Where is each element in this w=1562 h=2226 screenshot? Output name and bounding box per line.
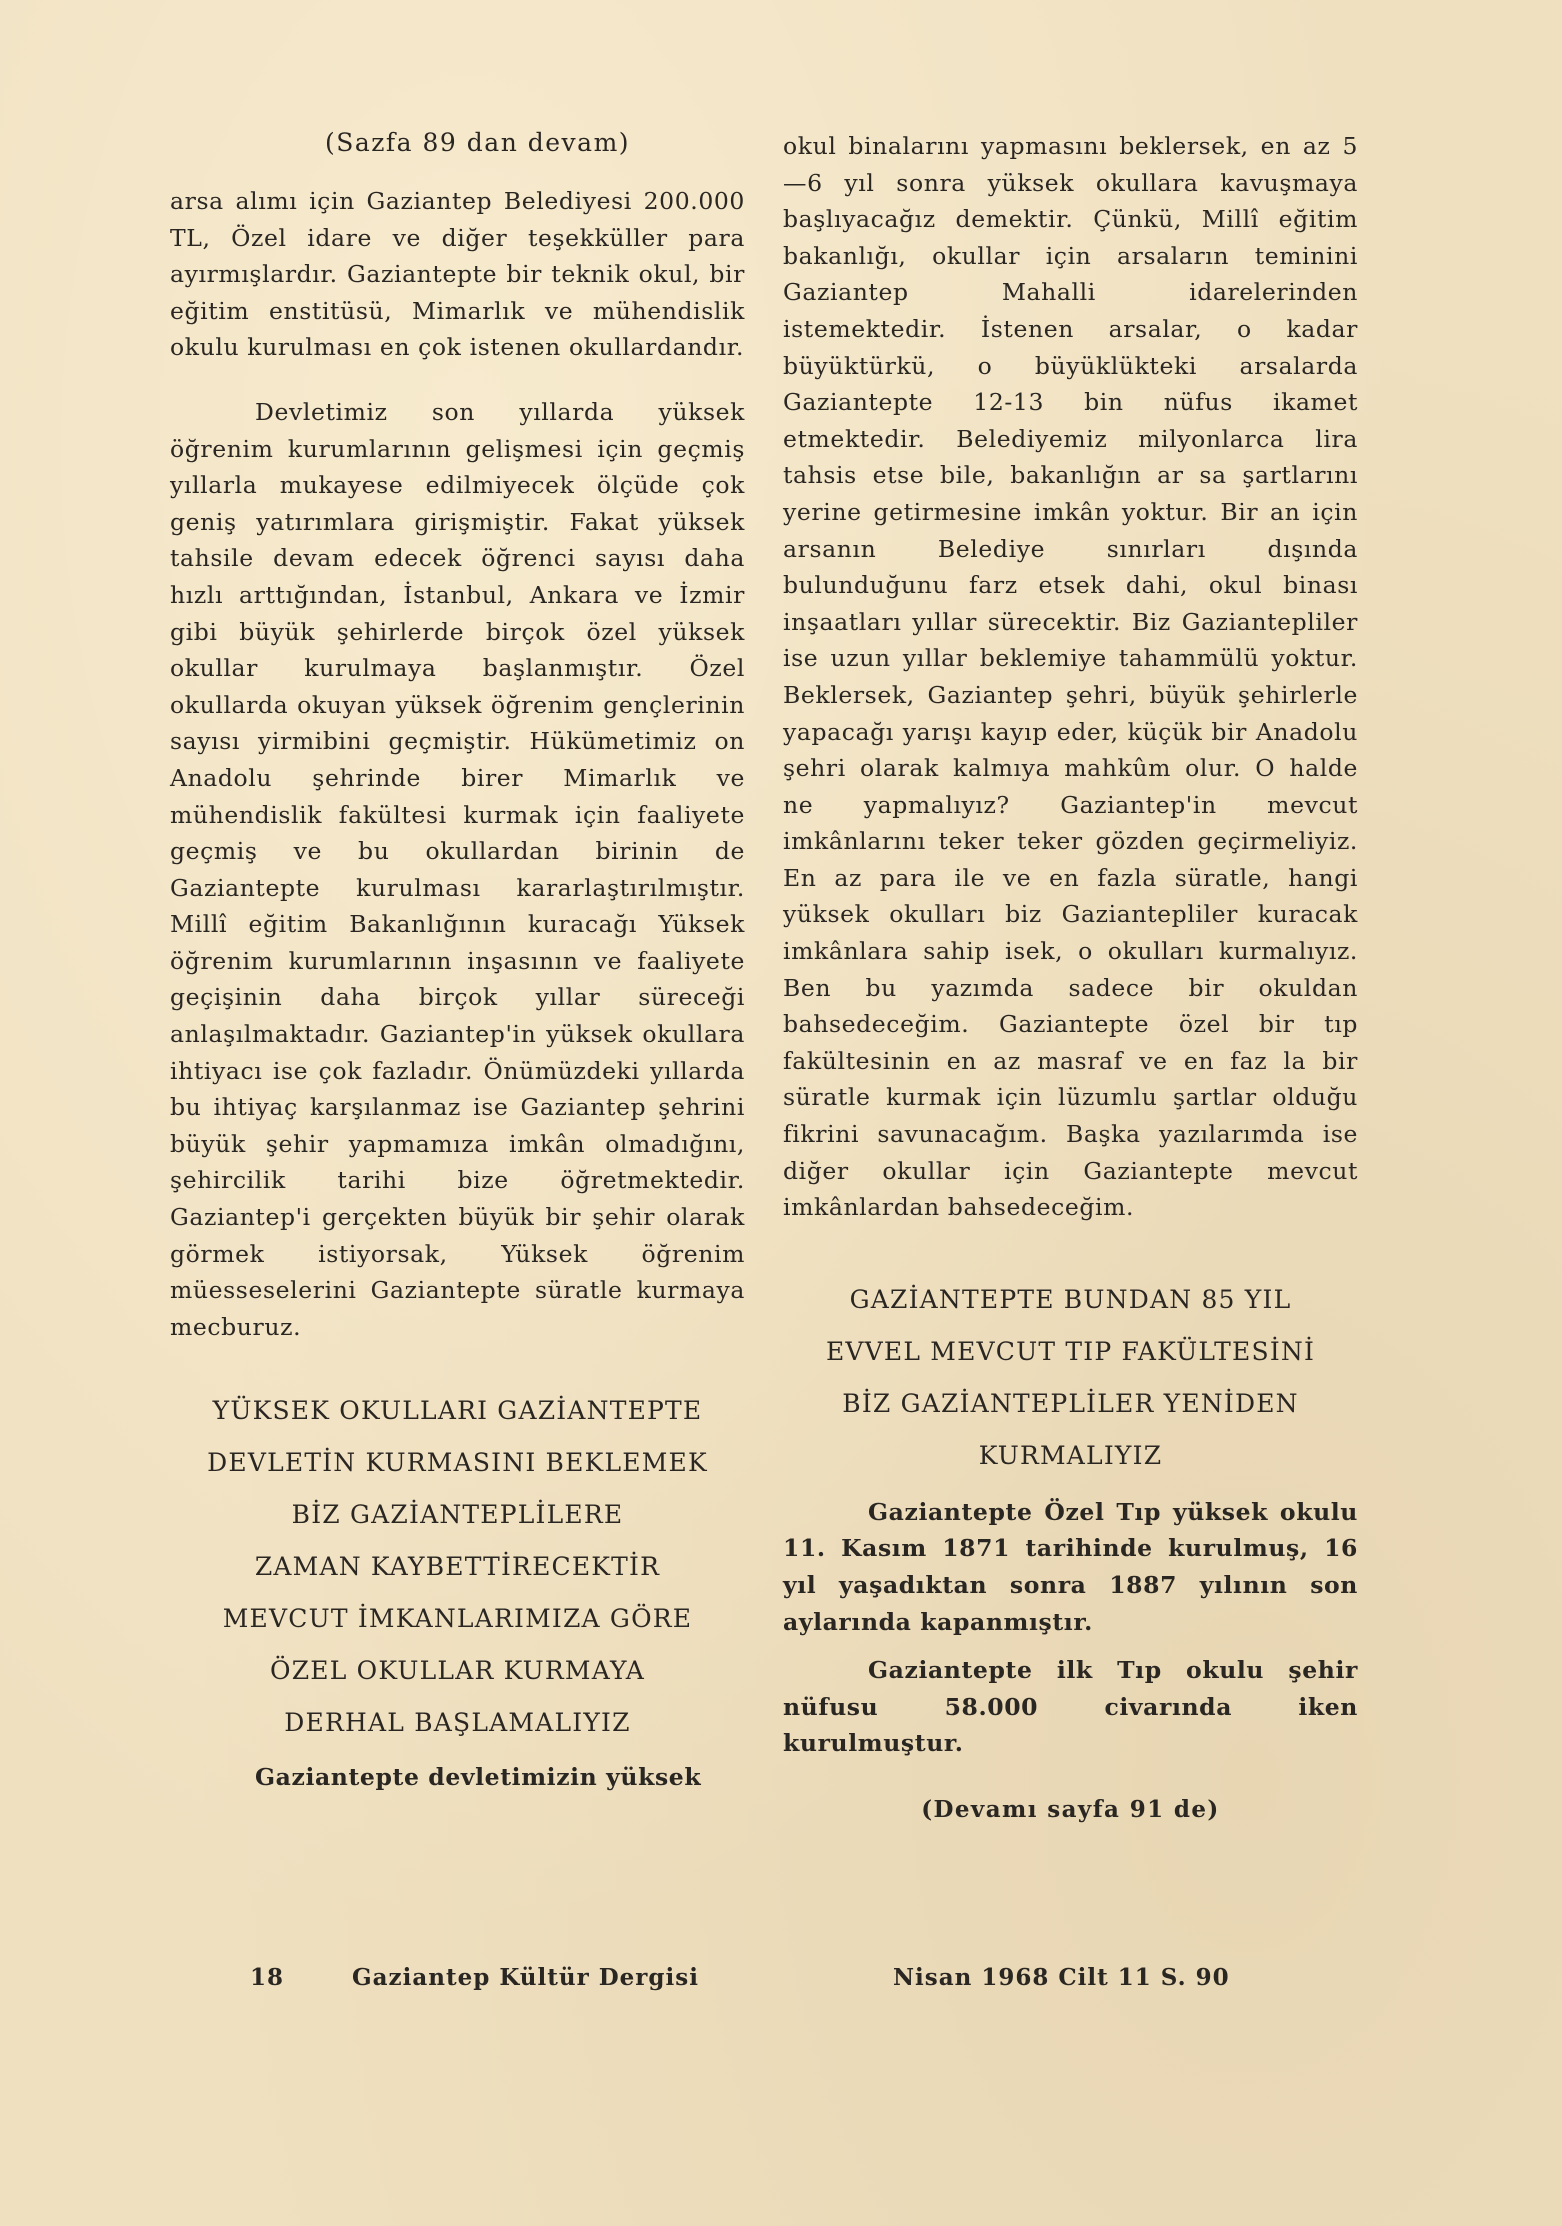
heading-line: KURMALIYIZ [978, 1440, 1163, 1470]
left-column [170, 128, 745, 1796]
heading-line: BİZ GAZİANTEPLİLER YENİDEN [842, 1388, 1299, 1418]
heading-line: DEVLETİN KURMASINI BEKLEMEK [207, 1448, 708, 1478]
issue-info: Nisan 1968 Cilt 11 S. 90 [893, 1964, 1230, 1991]
left-paragraph-3: Gaziantepte devletimizin yüksek [255, 1763, 702, 1792]
right-paragraph-3: Gaziantepte ilk Tıp okulu şehir nüfusu 58.000 civarında iken kurulmuştur. [783, 1656, 1358, 1758]
magazine-title: Gaziantep Kültür Dergisi [352, 1964, 699, 1991]
heading-line: ÖZEL OKULLAR KURMAYA [270, 1656, 645, 1686]
continued-note: (Devamı sayfa 91 de) [921, 1795, 1220, 1823]
right-section-heading [783, 1274, 1358, 1482]
heading-line: GAZİANTEPTE BUNDAN 85 YIL [849, 1284, 1292, 1314]
left-paragraph-2: Devletimiz son yıllarda yüksek öğrenim kurumlarının gelişmesi için geçmiş yıllarla mukayese edilmiyecek ölçüde çok geniş yatırımlara girişmiştir. Fakat yüksek tahsile devam edecek öğrenci sayısı daha hızlı arttığından, İstanbul, Ankara ve İzmir gibi büyük şehirlerde birçok özel yüksek okullar kurulmaya başlanmıştır. Özel okullarda okuyan yüksek öğrenim gençlerinin sayısı yirmibini geçmiştir. Hükümetimiz on Anadolu şehrinde birer Mimarlık ve mühendislik fakültesi kurmak için faaliyete geçmiş ve bu okullardan birinin de Gaziantepte kurulması kararlaştırılmıştır. Millî eğitim Bakanlığının kuracağı Yüksek öğrenim kurumlarının inşasının ve faaliyete geçişinin daha birçok yıllar süreceği anlaşılmaktadır. Gaziantep'in yüksek okullara ihtiyacı ise çok fazladır. Önümüzdeki yıllarda bu ihtiyaç karşılanmaz ise Gaziantep şehrini büyük şehir yapmamıza imkân olmadığını, şehircilik tarihi bize öğretmektedir. Gaziantep'i gerçekten büyük bir şehir olarak görmek istiyorsak, Yüksek öğrenim müesseselerini Gaziantepte süratle kurmaya mecburuz. [170, 397, 745, 1341]
right-paragraph-1: okul binalarını yapmasını beklersek, en az 5—6 yıl sonra yüksek okullara kavuşmaya başlıyacağız demektir. Çünkü, Millî eğitim bakanlığı, okullar için arsaların teminini Gaziantep Mahalli idarelerinden istemektedir. İstenen arsalar, o kadar büyüktürkü, o büyüklükteki arsalarda Gaziantepte 12-13 bin nüfus ikamet etmektedir. Belediyemiz milyonlarca lira tahsis etse bile, bakanlığın ar sa şartlarını yerine getirmesine imkân yoktur. Bir an için arsanın Belediye sınırları dışında bulunduğunu farz etsek dahi, okul binası inşaatları yıllar sürecektir. Biz Gaziantepliler ise uzun yıllar beklemiye tahammülü yoktur. Beklersek, Gaziantep şehri, büyük şehirlerle yapacağı yarışı kayıp eder, küçük bir Anadolu şehri olarak kalmıya mahkûm olur. O halde ne yapmalıyız? Gaziantep'in mevcut imkânlarını teker teker gözden geçirmeliyiz. En az para ile ve en fazla süratle, hangi yüksek okulları biz Gaziantepliler kuracak imkânlara sahip isek, o okulları kurmalıyız. Ben bu yazımda sadece bir okuldan bahsedeceğim. Gaziantepte özel bir tıp fakültesinin en az masraf ve en faz la bir süratle kurmak için lüzumlu şartlar olduğu fikrini savunacağım. Başka yazılarımda ise diğer okullar için Gaziantepte mevcut imkânlardan bahsedeceğim. [783, 132, 1358, 1222]
heading-line: YÜKSEK OKULLARI GAZİANTEPTE [212, 1396, 703, 1426]
right-column [783, 128, 1358, 1846]
heading-line: ZAMAN KAYBETTİRECEKTİR [254, 1552, 661, 1582]
left-paragraph-1: arsa alımı için Gaziantep Belediyesi 200.000 TL, Özel idare ve diğer teşekküller para ayırmışlardır. Gaziantepte bir teknik okul, bir eğitim enstitüsü, Mimarlık ve mühendislik okulu kurulması en çok istenen okullardandır. [170, 187, 745, 362]
right-paragraph-2: Gaziantepte Özel Tıp yüksek okulu 11. Kasım 1871 tarihinde kurulmuş, 16 yıl yaşadıktan sonra 1887 yılının son aylarında kapanmıştır. [783, 1497, 1358, 1636]
left-section-heading [170, 1385, 745, 1749]
heading-line: DERHAL BAŞLAMALIYIZ [284, 1708, 631, 1738]
heading-line: MEVCUT İMKANLARIMIZA GÖRE [222, 1604, 693, 1634]
heading-line: BİZ GAZİANTEPLİLERE [291, 1500, 624, 1530]
continued-from-caption: (Sazfa 89 dan devam) [324, 128, 631, 157]
page-number: 18 [250, 1964, 285, 1991]
heading-line: EVVEL MEVCUT TIP FAKÜLTESİNİ [825, 1336, 1316, 1366]
